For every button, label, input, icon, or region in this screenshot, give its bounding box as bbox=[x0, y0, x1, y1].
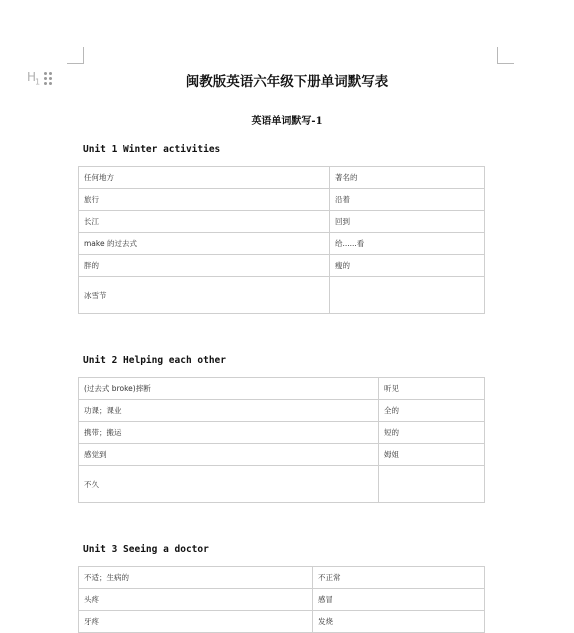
table-cell[interactable]: 头疼 bbox=[79, 589, 313, 611]
table-row bbox=[79, 611, 485, 633]
table-row bbox=[79, 567, 485, 589]
unit-2-heading: Unit 2 Helping each other bbox=[83, 355, 226, 366]
table-cell[interactable]: 发烧 bbox=[313, 611, 485, 633]
table-cell[interactable]: 感觉到 bbox=[79, 444, 379, 466]
table-cell[interactable]: 不适；生病的 bbox=[79, 567, 313, 589]
table-cell[interactable]: (过去式 broke)摔断 bbox=[79, 378, 379, 400]
table-row bbox=[79, 277, 485, 314]
table-cell[interactable] bbox=[330, 277, 485, 314]
table-cell[interactable]: 牙疼 bbox=[79, 611, 313, 633]
table-cell[interactable]: 著名的 bbox=[330, 167, 485, 189]
table-cell[interactable] bbox=[379, 466, 485, 503]
table-row bbox=[79, 211, 485, 233]
table-cell[interactable]: 感冒 bbox=[313, 589, 485, 611]
heading-1-icon: $H_1$ bbox=[27, 70, 40, 87]
table-cell[interactable]: 胖的 bbox=[79, 255, 330, 277]
table-cell[interactable]: 全的 bbox=[379, 400, 485, 422]
table-row bbox=[79, 589, 485, 611]
table-cell[interactable]: 回到 bbox=[330, 211, 485, 233]
page-corner-top-left bbox=[67, 47, 84, 64]
table-cell[interactable]: 姆姐 bbox=[379, 444, 485, 466]
table-cell[interactable]: 不正常 bbox=[313, 567, 485, 589]
table-row bbox=[79, 189, 485, 211]
table-row bbox=[79, 400, 485, 422]
page-corner-top-right bbox=[497, 47, 514, 64]
table-row bbox=[79, 167, 485, 189]
table-row bbox=[79, 466, 485, 503]
document-title: 闽教版英语六年级下册单词默写表 bbox=[185, 74, 389, 90]
document-subtitle: 英语单词默写-1 bbox=[251, 116, 323, 127]
table-row bbox=[79, 255, 485, 277]
table-cell[interactable]: 功课；课业 bbox=[79, 400, 379, 422]
table-cell[interactable]: 旅行 bbox=[79, 189, 330, 211]
table-cell[interactable]: 携带；搬运 bbox=[79, 422, 379, 444]
table-row bbox=[79, 233, 485, 255]
table-cell[interactable]: 听见 bbox=[379, 378, 485, 400]
table-cell[interactable]: 任何地方 bbox=[79, 167, 330, 189]
table-row bbox=[79, 378, 485, 400]
table-cell[interactable]: 瘦的 bbox=[330, 255, 485, 277]
table-cell[interactable]: 冰雪节 bbox=[79, 277, 330, 314]
unit-2-vocab-table bbox=[78, 377, 485, 503]
table-cell[interactable]: 短的 bbox=[379, 422, 485, 444]
unit-3-heading: Unit 3 Seeing a doctor bbox=[83, 544, 209, 555]
table-row bbox=[79, 422, 485, 444]
table-cell[interactable]: make 的过去式 bbox=[79, 233, 330, 255]
table-cell[interactable]: 沿着 bbox=[330, 189, 485, 211]
table-row bbox=[79, 444, 485, 466]
table-cell[interactable]: 不久 bbox=[79, 466, 379, 503]
table-cell[interactable]: 给......看 bbox=[330, 233, 485, 255]
unit-1-vocab-table bbox=[78, 166, 485, 314]
table-cell[interactable]: 长江 bbox=[79, 211, 330, 233]
unit-1-heading: Unit 1 Winter activities bbox=[83, 144, 221, 155]
